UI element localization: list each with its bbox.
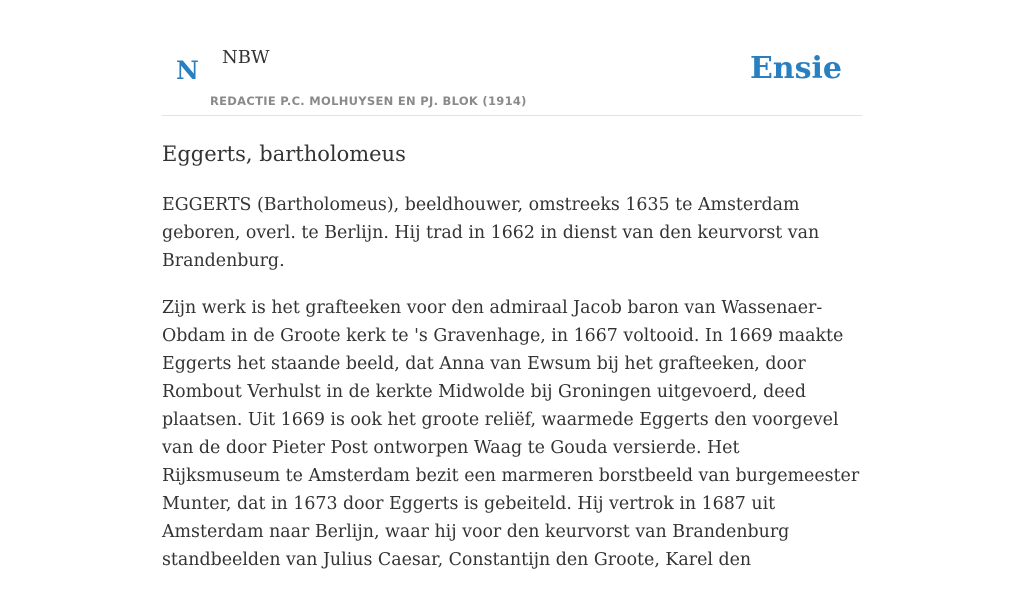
entry-paragraph-2: Zijn werk is het grafteeken voor den admiraal Jacob baron van Wassenaer-Obdam in de Groote kerk te 's Gravenhage, in 1667 voltooid. In 1669 maakte Eggerts het staande beeld, dat Anna van Ewsum bij het grafteeken, door Rombout Verhulst in de kerkte Midwolde bij Groningen uitgevoerd, deed plaatsen. Uit 1669 is ook het groote reliëf, waarmede Eggerts den voorgevel van de door Pieter Post ontworpen Waag te Gouda versierde. Het Rijksmuseum te Amsterdam bezit een marmeren borstbeeld van burgemeester Munter, dat in 1673 door Eggerts is gebeiteld. Hij vertrok in 1687 uit Amsterdam naar Berlijn, waar hij voor den keurvorst van Brandenburg standbeelden van Julius Caesar, Constantijn den Groote, Karel den (162, 298, 860, 570)
entry-content (162, 138, 862, 593)
source-header (162, 0, 862, 116)
brand-logo-link[interactable]: Ensie (749, 51, 842, 86)
source-name[interactable]: NBW (222, 47, 270, 68)
source-editors: REDACTIE P.C. MOLHUYSEN EN PJ. BLOK (1914) (210, 94, 527, 108)
source-logo-link[interactable]: N (176, 56, 199, 85)
entry-paragraph-1: EGGERTS (Bartholomeus), beeldhouwer, omstreeks 1635 te Amsterdam geboren, overl. te Berlijn. Hij trad in 1662 in dienst van den keurvorst van Brandenburg. (162, 195, 820, 271)
entry-title: Eggerts, bartholomeus (162, 142, 406, 166)
